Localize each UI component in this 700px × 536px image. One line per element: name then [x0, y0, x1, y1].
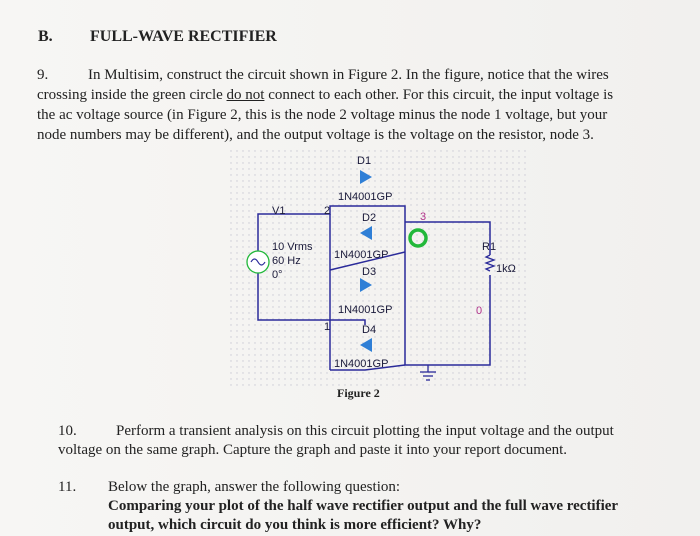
section-title: FULL-WAVE RECTIFIER	[90, 28, 277, 45]
item-9-line-2	[37, 86, 613, 106]
source-phase: 0°	[272, 269, 283, 281]
section-letter: B.	[38, 28, 53, 45]
item-9-line-2a: crossing inside the green circle	[37, 87, 227, 103]
node-2-label: 2	[324, 205, 331, 217]
diode-d1-model: 1N4001GP	[338, 191, 393, 203]
item-10-line-2: voltage on the same graph. Capture the graph and paste it into your report document.	[58, 442, 568, 458]
node-3-label: 3	[420, 211, 427, 223]
item-9-number: 9.	[37, 67, 49, 83]
item-9-line-1: In Multisim, construct the circuit shown in Figure 2. In the figure, notice that the wires	[88, 67, 609, 83]
diode-d3-ref: D3	[362, 266, 377, 278]
diode-d2-model: 1N4001GP	[334, 249, 389, 261]
item-11-line-1: Below the graph, answer the following question:	[108, 479, 401, 495]
item-11-number: 11.	[58, 479, 77, 495]
diode-d1-ref: D1	[357, 155, 372, 167]
item-9-line-4: node numbers may be different), and the output voltage is the voltage on the resistor, node 3.	[37, 127, 594, 143]
item-9-line-3: the ac voltage source (in Figure 2, this is the node 2 voltage minus the node 1 voltage, but your	[37, 107, 608, 123]
diode-d2-ref: D2	[362, 212, 377, 224]
diode-d4-ref: D4	[362, 324, 377, 336]
item-9-line-2b: connect to each other. For this circuit, the input voltage is	[264, 87, 614, 103]
source-frequency: 60 Hz	[272, 255, 301, 267]
node-0-label: 0	[476, 305, 483, 317]
figure-caption: Figure 2	[337, 386, 380, 400]
diode-d4-model: 1N4001GP	[334, 358, 389, 370]
item-9-underlined: do not	[226, 87, 265, 103]
resistor-name: R1	[482, 241, 497, 253]
resistor-value: 1kΩ	[496, 263, 516, 275]
item-10-line-1: Perform a transient analysis on this circuit plotting the input voltage and the output	[116, 423, 614, 439]
diode-d3-model: 1N4001GP	[338, 304, 393, 316]
item-11-question-line-1: Comparing your plot of the half wave rectifier output and the full wave rectifier	[108, 498, 619, 514]
node-1-label: 1	[324, 321, 331, 333]
circuit-schematic	[230, 150, 530, 390]
item-11-question-line-2: output, which circuit do you think is more efficient? Why?	[108, 517, 482, 533]
source-vrms: 10 Vrms	[272, 241, 313, 253]
item-10-number: 10.	[58, 423, 77, 439]
source-name: V1	[272, 205, 286, 217]
